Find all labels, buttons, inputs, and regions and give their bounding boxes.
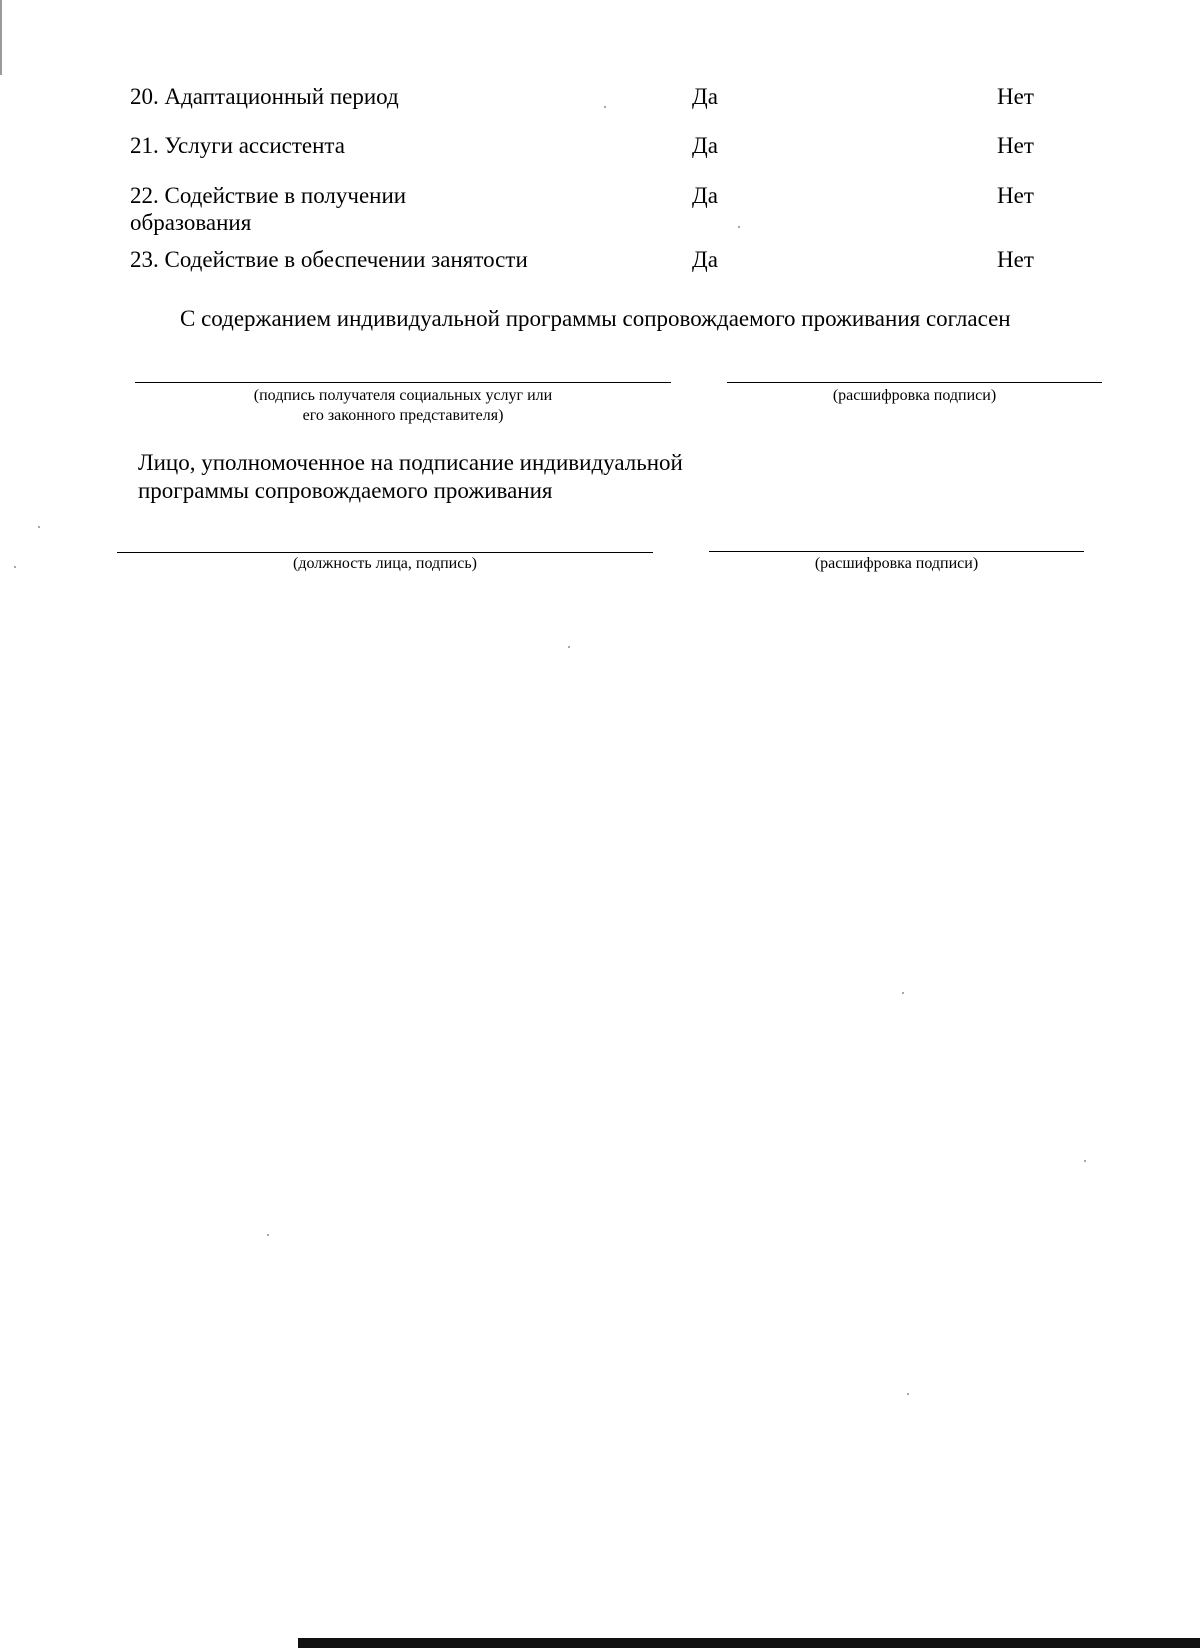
no-option: Нет bbox=[997, 133, 1034, 158]
row-label: 20. Адаптационный период bbox=[130, 84, 399, 109]
authorized-decoding-line bbox=[709, 551, 1084, 552]
scan-speck bbox=[38, 526, 40, 528]
no-option: Нет bbox=[997, 247, 1034, 272]
scan-speck bbox=[907, 1393, 909, 1395]
heading-line: программы сопровождаемого проживания bbox=[138, 478, 553, 503]
authorized-decoding-caption: (расшифровка подписи) bbox=[814, 555, 979, 572]
no-option: Нет bbox=[997, 183, 1034, 208]
scan-speck bbox=[738, 226, 740, 228]
row-label-line1: 22. Содействие в получении bbox=[130, 183, 407, 208]
row-label: 21. Услуги ассистента bbox=[130, 133, 345, 158]
authorized-signature-caption: (должность лица, подпись) bbox=[293, 555, 477, 572]
row-label: 23. Содействие в обеспечении занятости bbox=[130, 247, 528, 272]
row-label-line2: образования bbox=[130, 210, 252, 235]
caption-line: его законного представителя) bbox=[302, 407, 504, 424]
scan-speck bbox=[568, 646, 570, 648]
no-option: Нет bbox=[997, 84, 1034, 109]
authorized-signature-line bbox=[117, 552, 653, 553]
scan-speck bbox=[267, 1234, 269, 1236]
scan-speck bbox=[14, 566, 16, 568]
caption-line: (подпись получателя социальных услуг или bbox=[253, 387, 553, 404]
recipient-decoding-line bbox=[727, 382, 1102, 383]
recipient-signature-line bbox=[135, 382, 671, 383]
scan-speck bbox=[604, 106, 606, 108]
scan-speck bbox=[1084, 1160, 1086, 1162]
page-edge-bottom bbox=[298, 1638, 1200, 1648]
recipient-decoding-caption: (расшифровка подписи) bbox=[832, 387, 997, 404]
heading-line: Лицо, уполномоченное на подписание индивидуальной bbox=[138, 450, 683, 475]
scan-speck bbox=[902, 992, 904, 994]
yes-option: Да bbox=[692, 133, 718, 158]
yes-option: Да bbox=[692, 84, 718, 109]
yes-option: Да bbox=[692, 247, 718, 272]
consent-statement: С содержанием индивидуальной программы сопровождаемого проживания согласен bbox=[180, 306, 1011, 331]
yes-option: Да bbox=[692, 183, 718, 208]
page-edge-left bbox=[0, 0, 2, 75]
recipient-signature-caption bbox=[135, 386, 671, 426]
authorized-person-heading bbox=[138, 449, 683, 505]
